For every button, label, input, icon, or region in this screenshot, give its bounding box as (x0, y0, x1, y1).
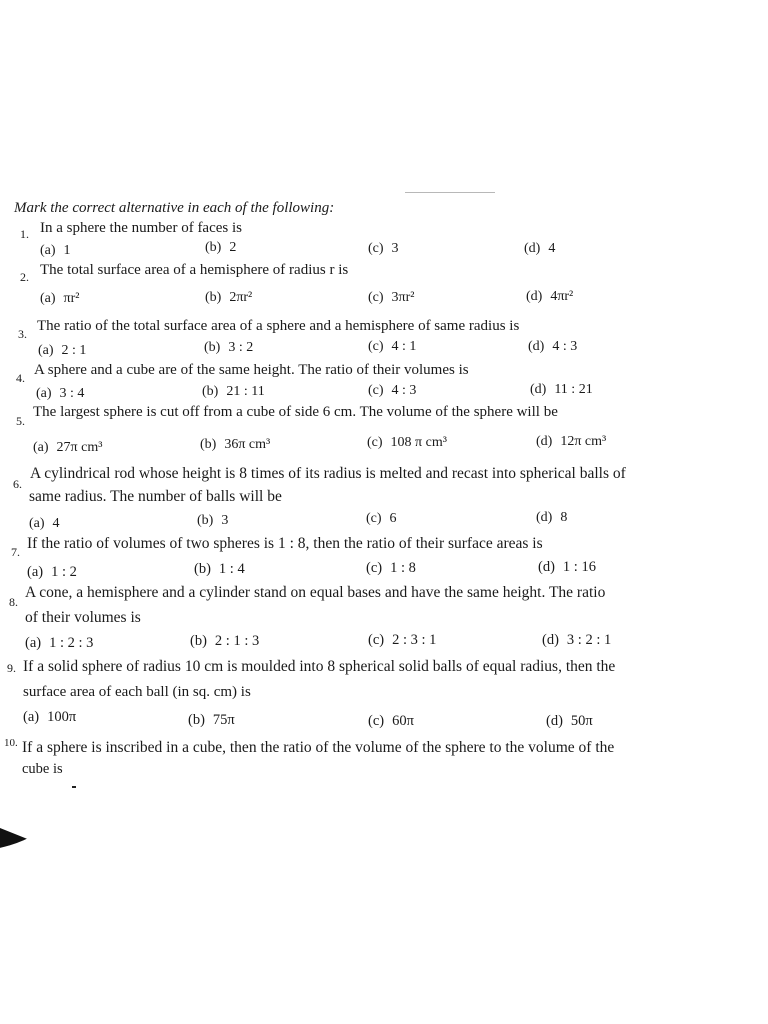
option-d: (d) 8 (536, 510, 568, 525)
question-number: 8. (9, 595, 18, 609)
option-c: (c) 3 (368, 241, 399, 256)
top-rule (405, 192, 495, 193)
question-number: 6. (13, 477, 22, 491)
instructions-heading: Mark the correct alternative in each of the following: (14, 200, 335, 216)
option-d: (d) 4 : 3 (528, 339, 578, 354)
option-d: (d) 50π (546, 713, 593, 729)
option-d: (d) 4 (524, 241, 556, 256)
question-text: The total surface area of a hemisphere of radius r is (40, 262, 349, 278)
option-a: (a) 1 (40, 243, 71, 258)
question-text: The largest sphere is cut off from a cube of side 6 cm. The volume of the sphere will be (33, 404, 558, 420)
question-text: If the ratio of volumes of two spheres is 1 : 8, then the ratio of their surface areas is (27, 535, 543, 552)
question-number: 2. (20, 270, 29, 284)
question-text-continued: of their volumes is (25, 609, 141, 626)
option-c: (c) 4 : 3 (368, 383, 417, 398)
option-d: (d) 11 : 21 (530, 382, 593, 397)
option-a: (a) 1 : 2 (27, 564, 77, 580)
option-d: (d) 1 : 16 (538, 559, 596, 575)
question-text: The ratio of the total surface area of a sphere and a hemisphere of same radius is (37, 318, 520, 334)
option-b: (b) 1 : 4 (194, 561, 245, 577)
question-text: If a sphere is inscribed in a cube, then the ratio of the volume of the sphere to the volume of the (22, 739, 615, 756)
option-b: (b) 3 : 2 (204, 340, 254, 355)
option-b: (b) 3 (197, 513, 229, 528)
option-c: (c) 4 : 1 (368, 339, 417, 354)
option-a: (a) 100π (23, 709, 77, 725)
option-a: (a) 2 : 1 (38, 343, 87, 358)
stray-mark (72, 786, 76, 788)
option-b: (b) 21 : 11 (202, 384, 265, 399)
question-text: A cylindrical rod whose height is 8 times of its radius is melted and recast into spherical balls of (30, 465, 626, 482)
option-c: (c) 108 π cm³ (367, 435, 447, 450)
option-c: (c) 2 : 3 : 1 (368, 632, 437, 648)
option-a: (a) 27π cm³ (33, 440, 103, 455)
question-number: 7. (11, 545, 20, 559)
option-b: (b) 2 : 1 : 3 (190, 633, 260, 649)
option-c: (c) 3πr² (368, 290, 415, 305)
question-text-continued: surface area of each ball (in sq. cm) is (23, 684, 251, 700)
question-number: 10. (4, 737, 18, 749)
option-b: (b) 75π (188, 712, 235, 728)
option-a: (a) 3 : 4 (36, 386, 85, 401)
question-number: 4. (16, 371, 25, 385)
question-number: 3. (18, 327, 27, 341)
option-c: (c) 6 (366, 511, 397, 526)
question-text-continued: cube is (22, 761, 63, 777)
option-b: (b) 2πr² (205, 290, 253, 305)
question-text: In a sphere the number of faces is (40, 220, 243, 236)
question-number: 1. (20, 227, 29, 241)
question-number: 9. (7, 661, 16, 675)
option-d: (d) 4πr² (526, 289, 574, 304)
option-c: (c) 1 : 8 (366, 560, 416, 576)
page-curl-shadow (0, 812, 50, 852)
option-d: (d) 3 : 2 : 1 (542, 632, 612, 648)
option-a: (a) 4 (29, 516, 60, 531)
option-a: (a) πr² (40, 291, 80, 306)
question-number: 5. (16, 414, 25, 428)
option-d: (d) 12π cm³ (536, 434, 607, 449)
option-a: (a) 1 : 2 : 3 (25, 635, 94, 651)
question-text: A sphere and a cube are of the same height. The ratio of their volumes is (34, 362, 469, 378)
question-text: A cone, a hemisphere and a cylinder stand on equal bases and have the same height. The ratio (25, 584, 606, 601)
option-c: (c) 60π (368, 713, 414, 729)
option-b: (b) 2 (205, 240, 237, 255)
option-b: (b) 36π cm³ (200, 437, 271, 452)
question-text-continued: same radius. The number of balls will be (29, 488, 282, 505)
question-text: If a solid sphere of radius 10 cm is moulded into 8 spherical solid balls of equal radius, then the (23, 658, 616, 675)
